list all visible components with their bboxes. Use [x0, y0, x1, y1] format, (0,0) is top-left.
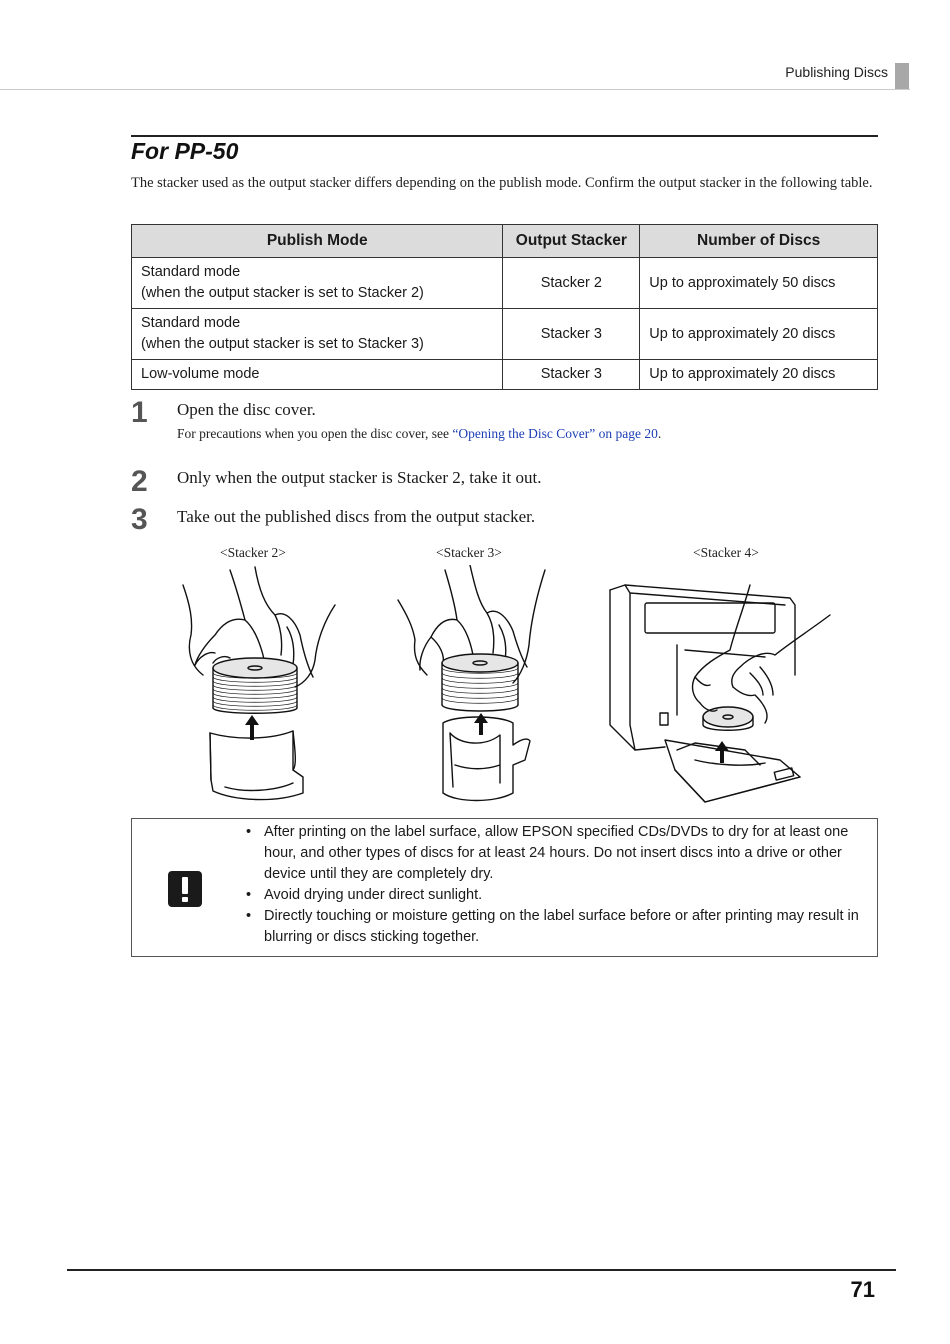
publish-mode-table [131, 224, 878, 390]
table-cell-stacker: Stacker 2 [503, 258, 640, 309]
step-number: 2 [131, 465, 148, 498]
step-title: Take out the published discs from the output stacker. [177, 507, 536, 526]
figure-caption: <Stacker 3> [436, 545, 502, 560]
running-header: Publishing Discs [785, 64, 888, 80]
table-cell-mode: Low-volume mode [132, 360, 503, 390]
table-cell-stacker: Stacker 3 [503, 309, 640, 360]
caution-item: • Avoid drying under direct sunlight. [246, 885, 871, 906]
table-cell-mode [132, 309, 503, 360]
mode-line: Standard mode [141, 264, 241, 280]
step-number: 1 [131, 396, 148, 429]
page-number: 71 [850, 1277, 875, 1302]
column-header: Output Stacker [503, 225, 640, 258]
table-row [132, 360, 878, 390]
stacker-4-illustration [605, 565, 845, 810]
step-title: Open the disc cover. [177, 400, 316, 419]
stacker-2-illustration [175, 565, 345, 805]
caution-item: • After printing on the label surface, allow EPSON specified CDs/DVDs to dry for at least one hour, and other types of discs for at least 24 hours. Do not insert discs into a drive or other device until they are completely dry. [246, 822, 871, 885]
figure-caption: <Stacker 2> [220, 545, 286, 560]
figure-caption: <Stacker 4> [693, 545, 759, 560]
cross-reference-link[interactable]: “Opening the Disc Cover” on page 20 [452, 426, 658, 441]
mode-line: (when the output stacker is set to Stacker 2) [141, 285, 424, 301]
mode-line: Standard mode [141, 315, 241, 331]
mode-line: (when the output stacker is set to Stacker 3) [141, 336, 424, 352]
column-header: Number of Discs [640, 225, 878, 258]
table-cell-discs: Up to approximately 50 discs [640, 258, 878, 309]
header-divider [0, 89, 910, 90]
step-note [177, 426, 661, 442]
step-title: Only when the output stacker is Stacker 2, take it out. [177, 468, 542, 487]
table-row [132, 258, 878, 309]
step-number: 3 [131, 503, 148, 536]
table-header-row [132, 225, 878, 258]
caution-icon [168, 871, 202, 907]
section-title: For PP-50 [131, 138, 239, 164]
table-cell-mode [132, 258, 503, 309]
table-cell-discs: Up to approximately 20 discs [640, 360, 878, 390]
caution-list [246, 822, 871, 948]
table-row [132, 309, 878, 360]
caution-item: • Directly touching or moisture getting on the label surface before or after printing may result in blurring or discs sticking together. [246, 906, 871, 948]
intro-paragraph: The stacker used as the output stacker differs depending on the publish mode. Confirm the output stacker in the following table. [131, 175, 873, 191]
step-note-text: For precautions when you open the disc cover, see [177, 426, 453, 441]
table-cell-stacker: Stacker 3 [503, 360, 640, 390]
column-header: Publish Mode [132, 225, 503, 258]
section-divider [131, 135, 878, 137]
footer-divider [67, 1269, 896, 1271]
header-tab-marker [895, 63, 909, 89]
step-note-suffix: . [657, 426, 662, 441]
caution-box [131, 818, 878, 957]
table-cell-discs: Up to approximately 20 discs [640, 309, 878, 360]
stacker-3-illustration [395, 565, 555, 805]
